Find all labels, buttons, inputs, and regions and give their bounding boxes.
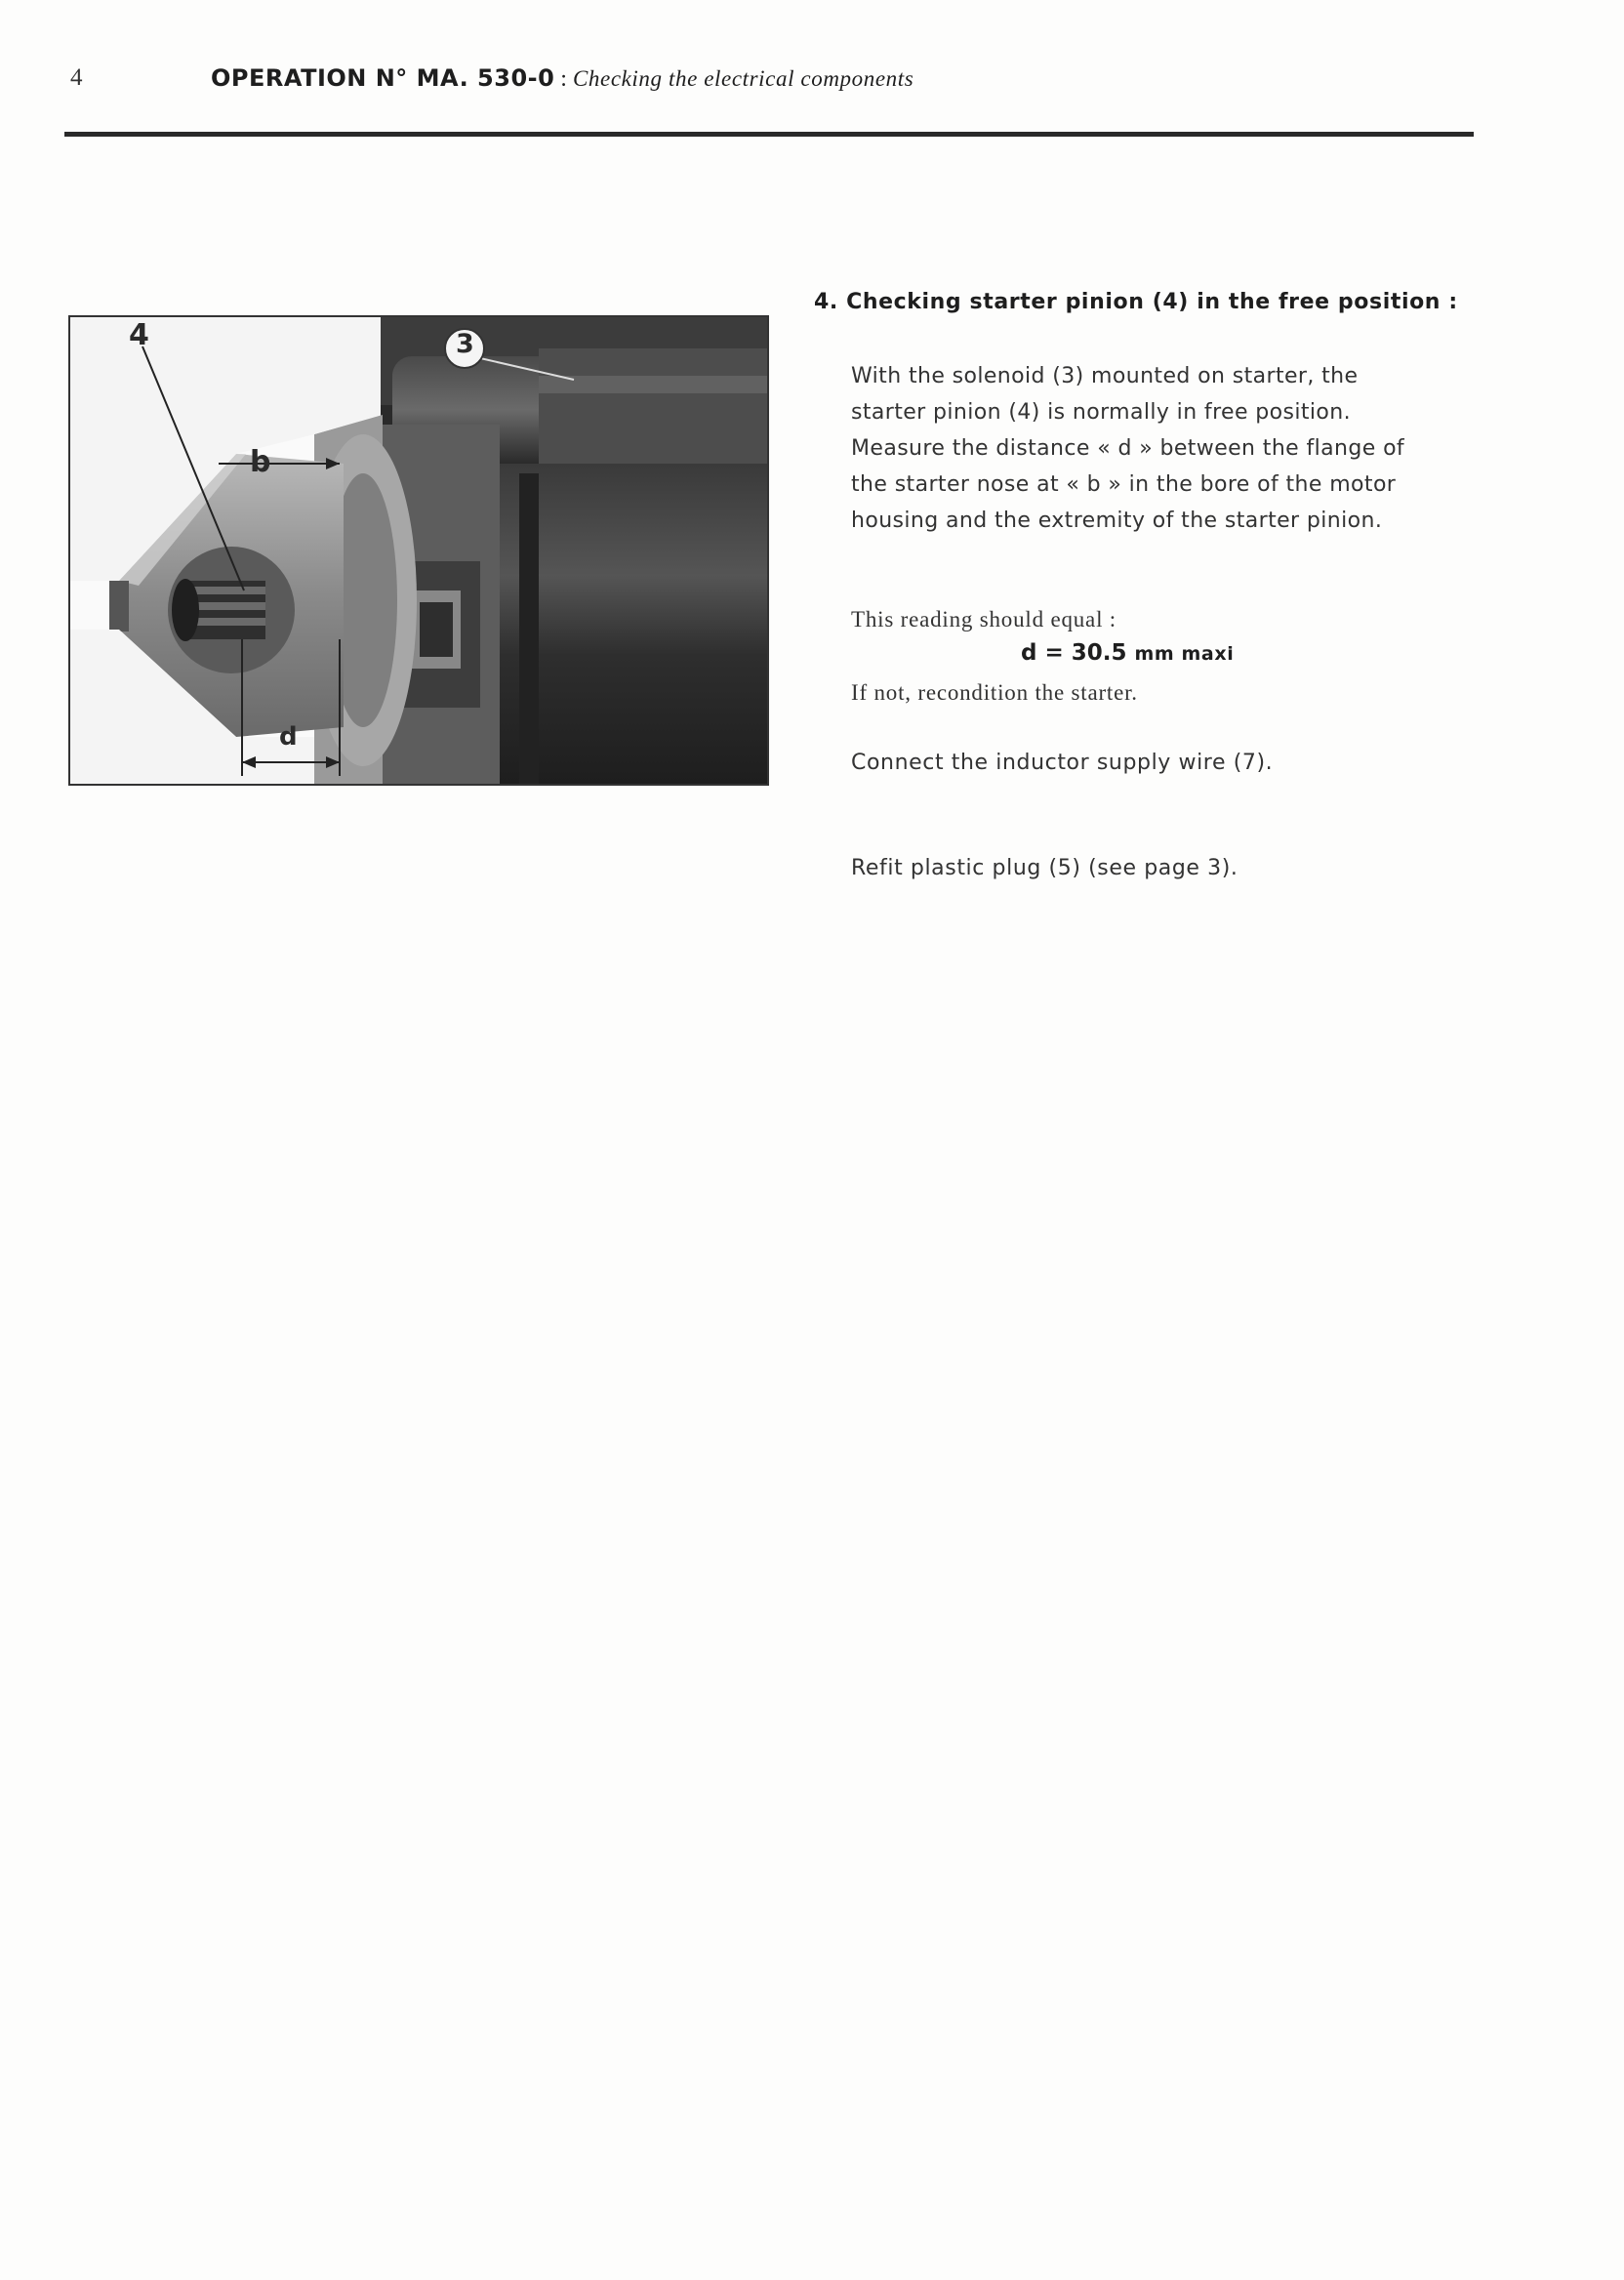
formula-unit: mm maxi [1134,643,1235,665]
callout-distance-label: d [279,722,298,752]
connect-instruction: Connect the inductor supply wire (7). [851,751,1274,775]
refit-instruction: Refit plastic plug (5) (see page 3). [851,856,1238,880]
page-title [211,64,914,93]
page-number: 4 [70,64,83,91]
formula-value: d = 30.5 [1021,640,1127,666]
reading-intro: This reading should equal : [851,607,1116,631]
header-rule [64,132,1474,137]
title-separator: : [560,66,567,92]
operation-number: OPERATION N° MA. 530-0 [211,64,555,92]
if-not-instruction: If not, recondition the starter. [851,680,1138,705]
callout-flange-label: b [250,445,271,479]
operation-subtitle: Checking the electrical components [572,66,914,91]
reading-formula [1021,640,1234,666]
procedure-paragraph: With the solenoid (3) mounted on starter, the starter pinion (4) is normally in free position. Measure the distance « d » between the flange of the starter nose at « b » in the bore of the motor housing and the extremity of the starter pinion. [851,364,1405,533]
section-heading: 4. Checking starter pinion (4) in the free position : [814,290,1458,314]
callout-solenoid-label: 3 [456,329,474,359]
callout-pinion-label: 4 [129,318,149,352]
starter-photo-figure [68,315,769,786]
starter-motor-photo [70,317,767,784]
